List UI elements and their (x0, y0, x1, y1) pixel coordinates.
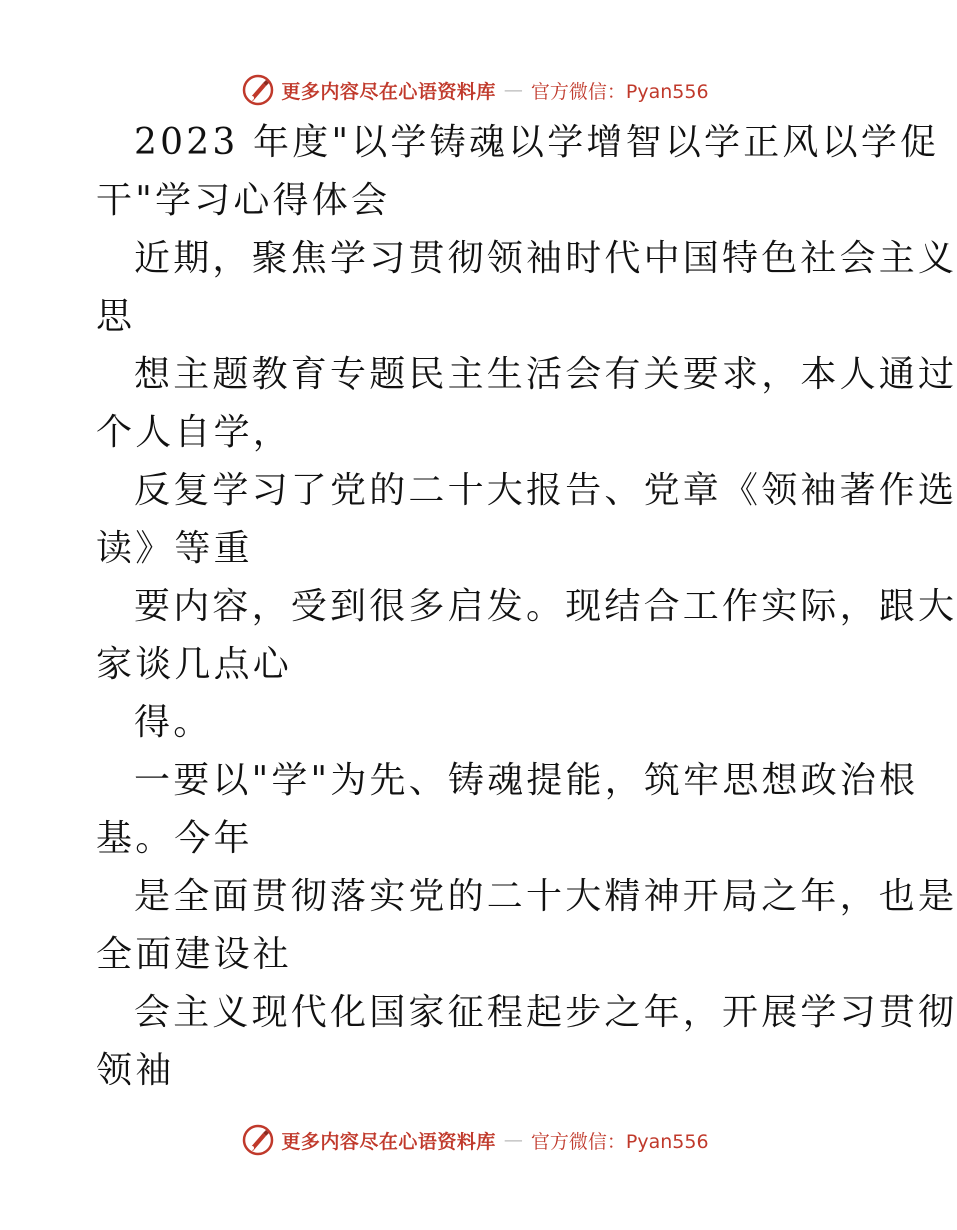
header-watermark (0, 70, 950, 110)
paragraph-line: 得。 (134, 702, 213, 743)
paragraph-line: 基。今年 (96, 818, 253, 859)
paragraph-line: 要内容，受到很多启发。现结合工作实际，跟大 (134, 586, 957, 627)
paragraph-line: 思 (96, 296, 136, 337)
paragraph-line: 一要以"学"为先、铸魂提能，筑牢思想政治根 (134, 760, 919, 801)
paragraph-line: 个人自学， (96, 412, 293, 453)
watermark-separator: — (503, 79, 523, 101)
watermark-sub-text: 官方微信：Pyan556 (530, 80, 709, 103)
watermark-sub-text: 官方微信：Pyan556 (530, 1130, 709, 1153)
paragraph-line: 家谈几点心 (96, 644, 293, 685)
footer-watermark (0, 1120, 950, 1160)
title-line-2: 干"学习心得体会 (96, 180, 391, 221)
paragraph-line: 读》等重 (96, 528, 253, 569)
document-body (96, 114, 957, 1100)
paragraph-line: 反复学习了党的二十大报告、党章《领袖著作选 (134, 470, 957, 511)
paragraph-line: 全面建设社 (96, 934, 293, 975)
pen-circle-logo-icon (241, 1123, 275, 1157)
paragraph-line: 会主义现代化国家征程起步之年，开展学习贯彻 (134, 992, 957, 1033)
paragraph-line: 领袖 (96, 1050, 175, 1091)
title-line-1: 2023 年度"以学铸魂以学增智以学正风以学促 (134, 122, 940, 163)
watermark-main-text: 更多内容尽在心语资料库 (281, 1130, 496, 1153)
watermark-separator: — (503, 1129, 523, 1151)
watermark-main-text: 更多内容尽在心语资料库 (281, 80, 496, 103)
paragraph-line: 近期，聚焦学习贯彻领袖时代中国特色社会主义 (134, 238, 957, 279)
paragraph-line: 是全面贯彻落实党的二十大精神开局之年，也是 (134, 876, 957, 917)
paragraph-line: 想主题教育专题民主生活会有关要求，本人通过 (134, 354, 957, 395)
pen-circle-logo-icon (241, 73, 275, 107)
